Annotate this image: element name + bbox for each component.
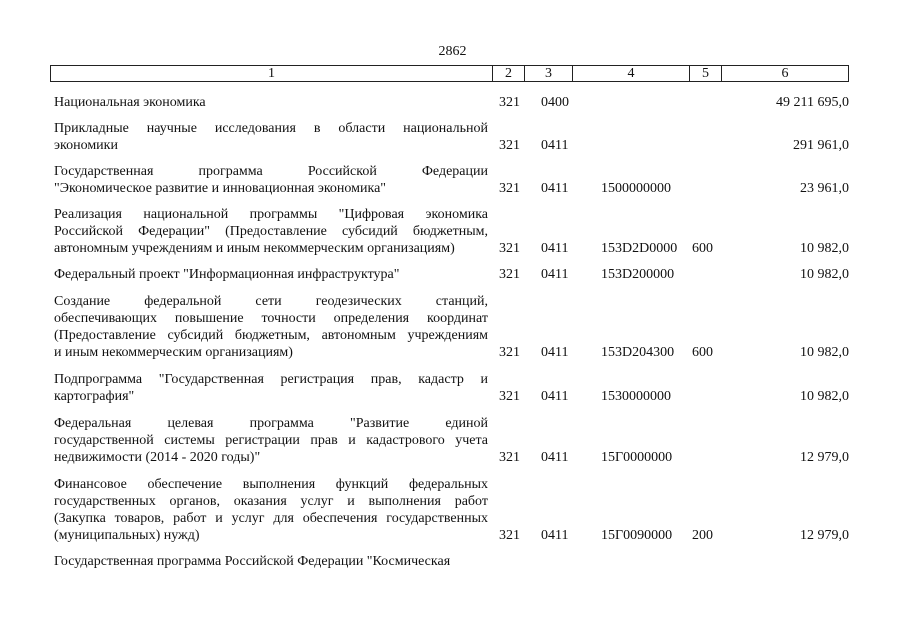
row-code-target: 1530000000 bbox=[601, 389, 671, 404]
row-title-line: Национальная экономика bbox=[54, 95, 206, 110]
header-col-1: 1 bbox=[51, 66, 493, 81]
row-title-line: государственных органов, оказания услуг и выполнения работ bbox=[54, 494, 488, 509]
row-code-target: 15Г0000000 bbox=[601, 450, 673, 465]
row-title-line: и иным некоммерческим организациям) bbox=[54, 345, 293, 360]
row-title-line: Прикладные научные исследования в области национальной bbox=[54, 121, 488, 136]
row-title-line: экономики bbox=[54, 138, 118, 153]
row-title-line: Федеральная целевая программа "Развитие единой bbox=[54, 416, 488, 431]
row-code-expense: 200 bbox=[692, 528, 713, 543]
row-code-section: 0400 bbox=[541, 95, 569, 110]
row-code-ministry: 321 bbox=[499, 345, 520, 360]
row-title-line: Реализация национальной программы "Цифровая экономика bbox=[54, 207, 488, 222]
row-code-expense: 600 bbox=[692, 345, 713, 360]
row-code-ministry: 321 bbox=[499, 95, 520, 110]
row-code-ministry: 321 bbox=[499, 267, 520, 282]
row-code-section: 0411 bbox=[541, 389, 569, 404]
row-amount: 10 982,0 bbox=[800, 389, 849, 404]
row-title-line: Российской Федерации" (Предоставление субсидий бюджетным, bbox=[54, 224, 488, 239]
row-title-line: (Предоставление субсидий бюджетным, автономным учреждениям bbox=[54, 328, 488, 343]
row-title-line: "Экономическое развитие и инновационная экономика" bbox=[54, 181, 387, 196]
row-code-target: 153D204300 bbox=[601, 345, 675, 360]
row-code-section: 0411 bbox=[541, 181, 569, 196]
row-amount: 10 982,0 bbox=[800, 345, 849, 360]
row-title-line: Государственная программа Российской Федерации "Космическая bbox=[54, 554, 451, 569]
header-col-6: 6 bbox=[781, 66, 789, 81]
row-title bbox=[54, 94, 488, 111]
row-code-section: 0411 bbox=[541, 450, 569, 465]
row-title bbox=[54, 120, 488, 154]
row-title-line: Подпрограмма "Государственная регистрация прав, кадастр и bbox=[54, 372, 488, 387]
row-code-target: 15Г0090000 bbox=[601, 528, 673, 543]
row-title-line: Создание федеральной сети геодезических станций, bbox=[54, 294, 488, 309]
row-title bbox=[54, 293, 488, 361]
row-code-section: 0411 bbox=[541, 241, 569, 256]
row-code-ministry: 321 bbox=[499, 181, 520, 196]
row-title-line: картография" bbox=[54, 389, 135, 404]
row-code-section: 0411 bbox=[541, 267, 569, 282]
header-col-4: 4 bbox=[573, 66, 690, 81]
row-code-ministry: 321 bbox=[499, 528, 520, 543]
row-amount: 12 979,0 bbox=[800, 450, 849, 465]
row-amount: 49 211 695,0 bbox=[776, 95, 849, 110]
row-title-line: автономным учреждениям и иным некоммерческим организациям) bbox=[54, 241, 455, 256]
row-title bbox=[54, 163, 488, 197]
row-code-section: 0411 bbox=[541, 528, 569, 543]
row-title bbox=[54, 553, 488, 570]
header-col-5: 5 bbox=[690, 66, 722, 81]
header-col-3: 3 bbox=[525, 66, 573, 81]
row-title-line: обеспечивающих повышение точности определения координат bbox=[54, 311, 488, 326]
row-title bbox=[54, 206, 488, 257]
row-title bbox=[54, 371, 488, 405]
row-code-ministry: 321 bbox=[499, 389, 520, 404]
row-title-line: государственной системы регистрации прав и кадастрового учета bbox=[54, 433, 488, 448]
row-code-section: 0411 bbox=[541, 345, 569, 360]
row-amount: 10 982,0 bbox=[800, 267, 849, 282]
row-code-expense: 600 bbox=[692, 241, 713, 256]
row-amount: 23 961,0 bbox=[800, 181, 849, 196]
row-title-line: Государственная программа Российской Федерации bbox=[54, 164, 488, 179]
row-title-line: недвижимости (2014 - 2020 годы)" bbox=[54, 450, 261, 465]
row-code-target: 153D2D0000 bbox=[601, 241, 678, 256]
row-title-line: Федеральный проект "Информационная инфраструктура" bbox=[54, 267, 400, 282]
row-title bbox=[54, 266, 488, 283]
header-col-2: 2 bbox=[493, 66, 525, 81]
row-title bbox=[54, 415, 488, 466]
row-title-line: (муниципальных) нужд) bbox=[54, 528, 200, 543]
row-title-line: Финансовое обеспечение выполнения функций федеральных bbox=[54, 477, 488, 492]
row-code-target: 1500000000 bbox=[601, 181, 671, 196]
row-title-line: (Закупка товаров, работ и услуг для обеспечения государственных bbox=[54, 511, 488, 526]
row-amount: 291 961,0 bbox=[793, 138, 849, 153]
table-header bbox=[50, 65, 849, 82]
row-code-section: 0411 bbox=[541, 138, 569, 153]
row-code-target: 153D200000 bbox=[601, 267, 675, 282]
row-title bbox=[54, 476, 488, 544]
row-amount: 10 982,0 bbox=[800, 241, 849, 256]
row-amount: 12 979,0 bbox=[800, 528, 849, 543]
row-code-ministry: 321 bbox=[499, 450, 520, 465]
row-code-ministry: 321 bbox=[499, 241, 520, 256]
row-code-ministry: 321 bbox=[499, 138, 520, 153]
page-number: 2862 bbox=[438, 44, 467, 59]
